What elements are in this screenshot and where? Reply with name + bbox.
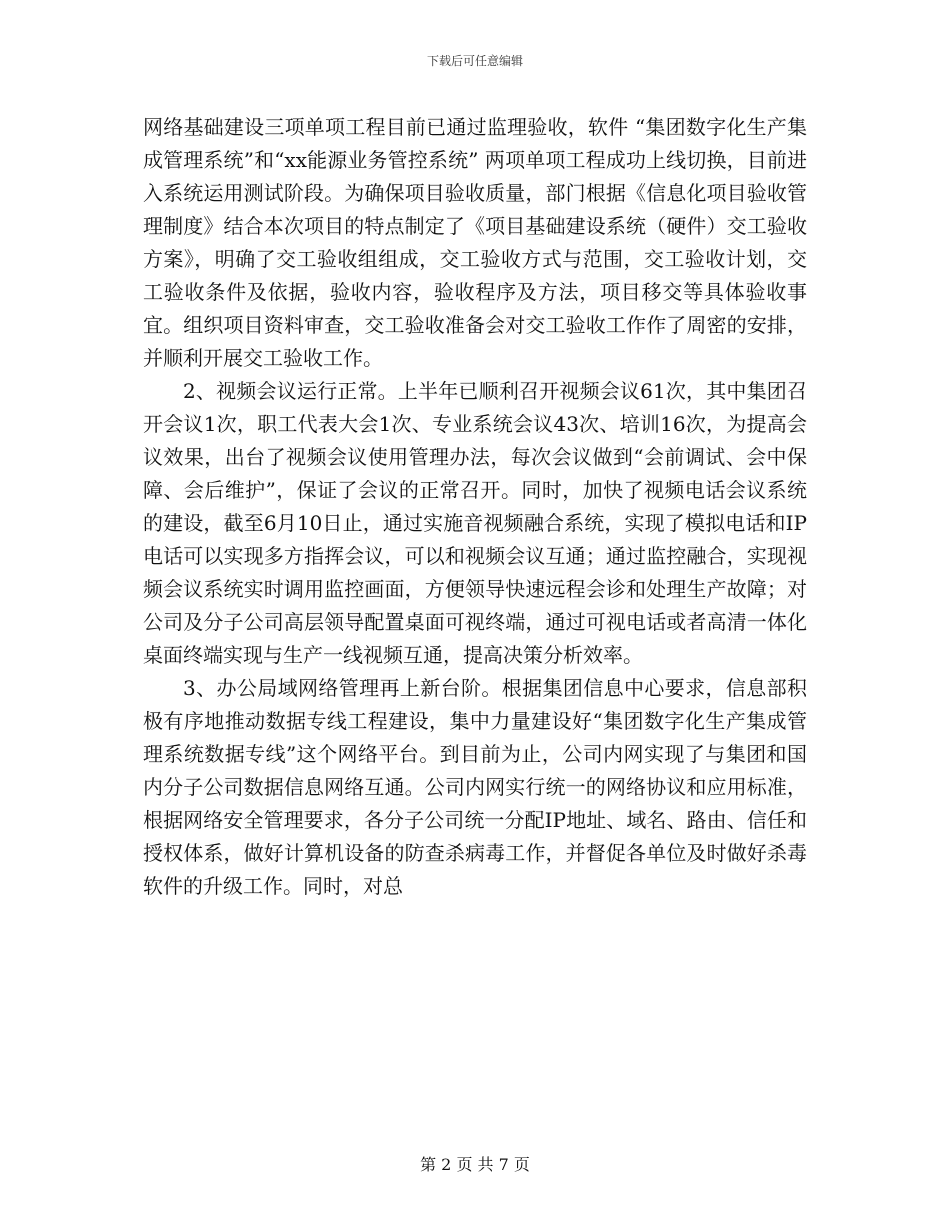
page-number-footer: 第 2 页 共 7 页 bbox=[420, 1155, 530, 1174]
page-header: 下载后可任意编辑 bbox=[426, 54, 523, 68]
paragraph-continuation: 网络基础建设三项单项工程目前已通过监理验收，软件 “集团数字化生产集成管理系统”和“xx能源业务管控系统” 两项单项工程成功上线切换，目前进入系统运用测试阶段。为确保项目验收质量，部门根据《信息化项目验收管理制度》结合本次项目的特点制定了《项目基础建设系统（硬件）交工验收方案》，明确了交工验收组组成，交工验收方式与范围，交工验收计划，交工验收条件及依据，验收内容，验收程序及方法，项目移交等具体验收事宜。组织项目资料审查，交工验收准备会对交工验收工作作了周密的安排，并顺利开展交工验收工作。 bbox=[143, 115, 807, 370]
paragraph-video-conference: 2、视频会议运行正常。上半年已顺利召开视频会议61次，其中集团召开会议1次，职工代表大会1次、专业系统会议43次、培训16次，为提高会议效果，出台了视频会议使用管理办法，每次会议做到“会前调试、会中保障、会后维护”，保证了会议的正常召开。同时，加快了视频电话会议系统的建设，截至6月10日止，通过实施音视频融合系统，实现了模拟电话和IP电话可以实现多方指挥会议，可以和视频会议互通；通过监控融合，实现视频会议系统实时调用监控画面，方便领导快速远程会诊和处理生产故障；对公司及分子公司高层领导配置桌面可视终端，通过可视电话或者高清一体化桌面终端实现与生产一线视频互通，提高决策分析效率。 bbox=[143, 379, 807, 667]
document-body bbox=[143, 111, 807, 903]
paragraph-office-network: 3、办公局域网络管理再上新台阶。根据集团信息中心要求，信息部积极有序地推动数据专线工程建设，集中力量建设好“集团数字化生产集成管理系统数据专线”这个网络平台。到目前为止，公司内网实现了与集团和国内分子公司数据信息网络互通。公司内网实行统一的网络协议和应用标准，根据网络安全管理要求，各分子公司统一分配IP地址、域名、路由、信任和授权体系，做好计算机设备的防查杀病毒工作，并督促各单位及时做好杀毒软件的升级工作。同时，对总 bbox=[143, 676, 807, 898]
